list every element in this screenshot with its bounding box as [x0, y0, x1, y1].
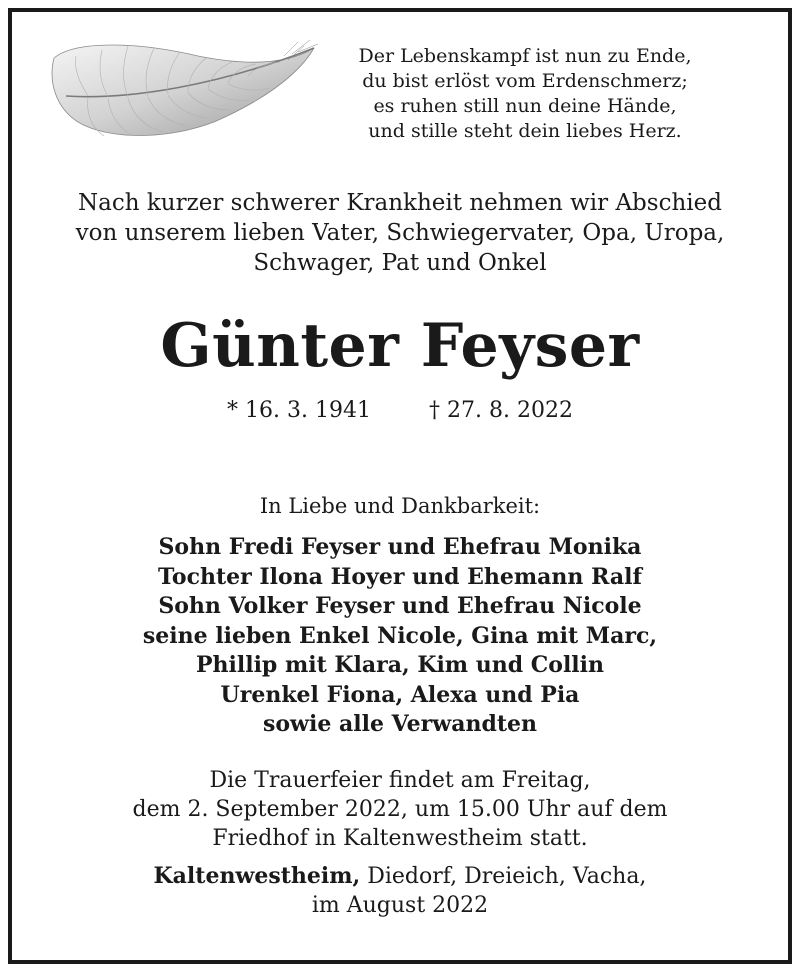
mourner-line: Phillip mit Klara, Kim und Collin — [195, 652, 605, 678]
intro-text — [0, 188, 800, 278]
poem-line: und stille steht dein liebes Herz. — [368, 120, 682, 142]
ceremony-line: Friedhof in Kaltenwestheim statt. — [212, 826, 588, 851]
poem-line: Der Lebenskampf ist nun zu Ende, — [358, 45, 692, 67]
other-places: Diedorf, Dreieich, Vacha, — [360, 864, 647, 889]
mourner-line: seine lieben Enkel Nicole, Gina mit Marc, — [142, 622, 658, 649]
poem — [330, 44, 720, 144]
poem-line: du bist erlöst vom Erdenschmerz; — [362, 70, 688, 92]
intro-line: von unserem lieben Vater, Schwiegervater, Opa, Uropa, — [75, 220, 725, 246]
intro-line: Nach kurzer schwerer Krankheit nehmen wir Abschied — [78, 190, 722, 216]
main-place: Kaltenwestheim, — [153, 863, 361, 889]
life-dates — [0, 396, 800, 426]
birth-date: * 16. 3. 1941 — [227, 398, 371, 423]
poem-line: es ruhen still nun deine Hände, — [373, 95, 677, 117]
mourner-line: Urenkel Fiona, Alexa und Pia — [220, 681, 580, 708]
feather-icon — [48, 36, 320, 146]
mourner-line: Sohn Volker Feyser und Ehefrau Nicole — [158, 593, 642, 619]
mourner-line: Tochter Ilona Hoyer und Ehemann Ralf — [158, 563, 642, 590]
ceremony-line: dem 2. September 2022, um 15.00 Uhr auf dem — [132, 797, 668, 822]
notice-date: im August 2022 — [311, 893, 489, 918]
mourner-line: sowie alle Verwandten — [262, 711, 537, 737]
mourners-heading: In Liebe und Dankbarkeit: — [259, 494, 541, 518]
places-line — [0, 862, 800, 891]
mourners-list — [0, 533, 800, 740]
ceremony-line: Die Trauerfeier findet am Freitag, — [209, 768, 591, 793]
deceased-name: Günter Feyser — [160, 311, 640, 381]
death-date: † 27. 8. 2022 — [429, 398, 573, 423]
mourner-line: Sohn Fredi Feyser und Ehefrau Monika — [158, 534, 642, 560]
place-and-date — [0, 862, 800, 920]
intro-line: Schwager, Pat und Onkel — [253, 250, 547, 276]
ceremony-info — [0, 766, 800, 853]
